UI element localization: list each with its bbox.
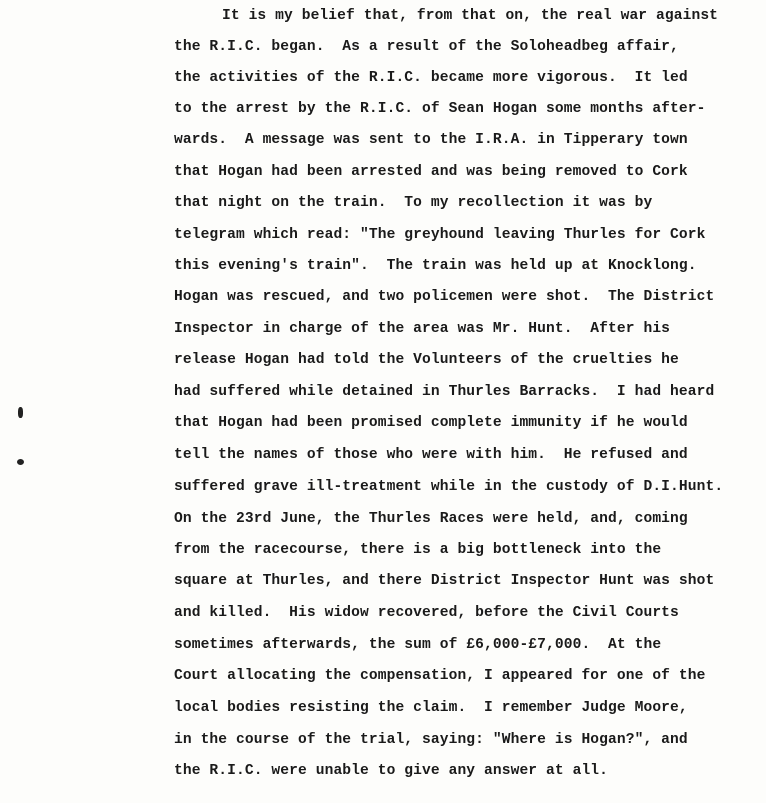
text-line: wards. A message was sent to the I.R.A. in Tipperary town	[174, 132, 688, 148]
text-line: the activities of the R.I.C. became more vigorous. It led	[174, 70, 688, 86]
text-line: and killed. His widow recovered, before the Civil Courts	[174, 605, 679, 621]
text-line: that night on the train. To my recollection it was by	[174, 195, 653, 211]
text-line: to the arrest by the R.I.C. of Sean Hogan some months after-	[174, 101, 706, 117]
text-line: had suffered while detained in Thurles Barracks. I had heard	[174, 384, 715, 400]
text-line: that Hogan had been arrested and was being removed to Cork	[174, 164, 688, 180]
margin-mark	[18, 407, 23, 418]
text-line: release Hogan had told the Volunteers of the cruelties he	[174, 352, 679, 368]
text-line: that Hogan had been promised complete immunity if he would	[174, 415, 688, 431]
text-line: this evening's train". The train was held up at Knocklong.	[174, 258, 697, 274]
text-line: It is my belief that, from that on, the real war against	[222, 8, 719, 24]
text-line: the R.I.C. were unable to give any answer at all.	[174, 763, 609, 779]
text-line: in the course of the trial, saying: "Where is Hogan?", and	[174, 732, 688, 748]
text-line: from the racecourse, there is a big bottleneck into the	[174, 542, 662, 558]
text-line: Inspector in charge of the area was Mr. Hunt. After his	[174, 321, 671, 337]
text-line: Hogan was rescued, and two policemen were shot. The District	[174, 289, 715, 305]
text-line: On the 23rd June, the Thurles Races were held, and, coming	[174, 511, 688, 527]
text-line: suffered grave ill-treatment while in the custody of D.I.Hunt.	[174, 479, 724, 495]
text-line: local bodies resisting the claim. I remember Judge Moore,	[174, 700, 688, 716]
margin-mark	[17, 459, 24, 465]
text-line: sometimes afterwards, the sum of £6,000-£7,000. At the	[174, 637, 662, 653]
text-line: Court allocating the compensation, I appeared for one of the	[174, 668, 706, 684]
text-line: tell the names of those who were with him. He refused and	[174, 447, 688, 463]
text-line: telegram which read: "The greyhound leaving Thurles for Cork	[174, 227, 706, 243]
text-line: the R.I.C. began. As a result of the Soloheadbeg affair,	[174, 39, 679, 55]
text-line: square at Thurles, and there District Inspector Hunt was shot	[174, 573, 715, 589]
